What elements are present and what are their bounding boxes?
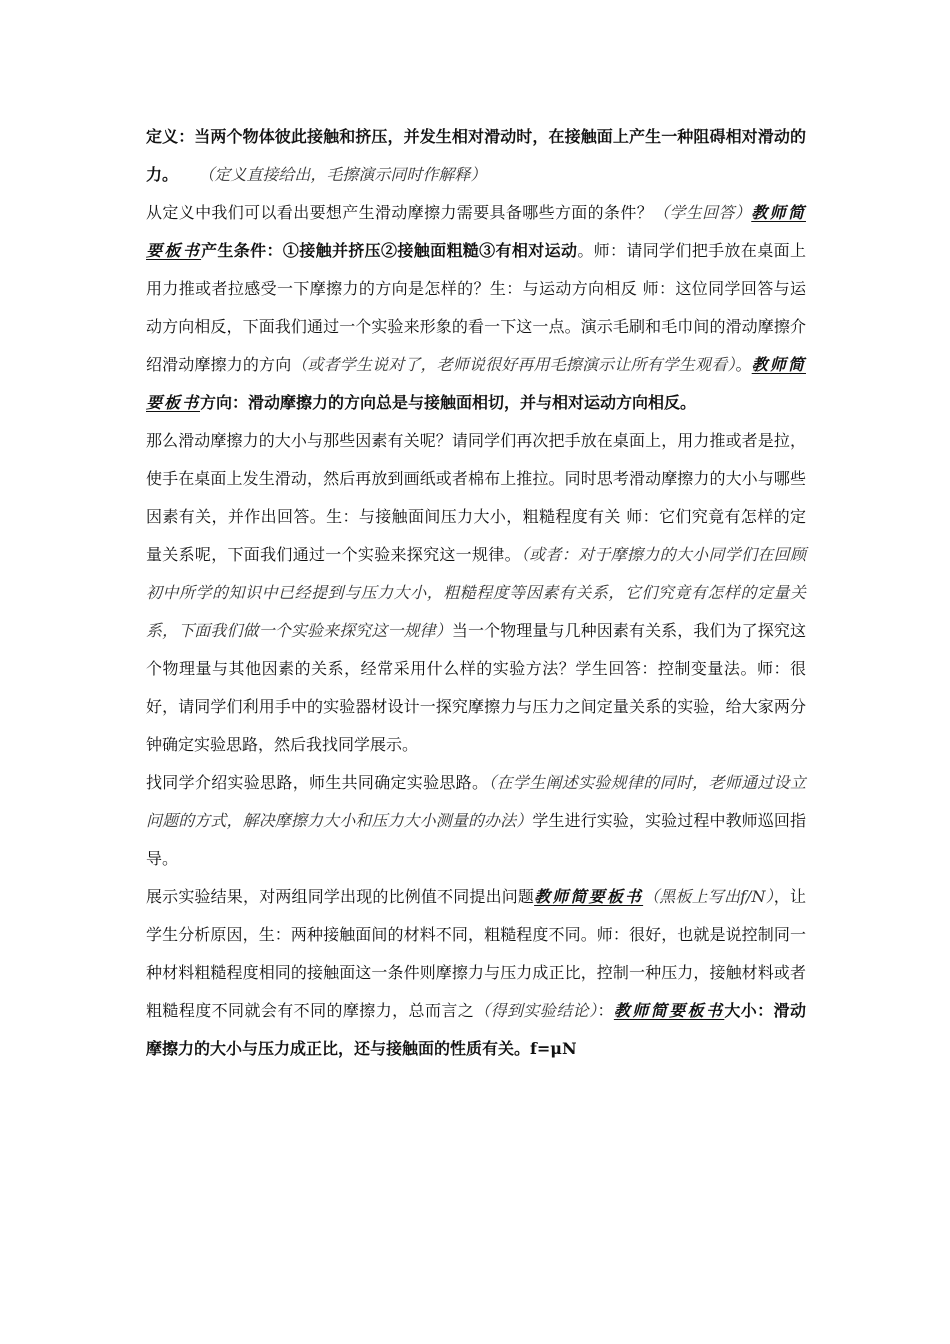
- paragraph-conditions-direction: [146, 194, 806, 422]
- teaching-note: （黑板上写出f/N）: [643, 887, 774, 906]
- teaching-note: （在学生阐述实验规律的同时，老师通过设立问题的方式，解决摩擦力大小和压力大小测量的办法）: [146, 773, 806, 830]
- body-text: 展示实验结果，对两组同学出现的比例值不同提出问题: [146, 887, 535, 906]
- body-text: ：: [597, 1001, 614, 1020]
- teaching-note: （学生回答）: [653, 203, 752, 222]
- body-text: 学生进行实验，实验过程中教师巡回指导。: [146, 811, 806, 868]
- paragraph-experiment-results: [146, 878, 806, 1068]
- blackboard-conditions: 产生条件：①接触并挤压②接触面粗糙③有相对运动: [201, 241, 578, 260]
- blackboard-marker: 教师简要板书: [146, 203, 806, 260]
- blackboard-magnitude: 大小：滑动摩擦力的大小与压力成正比，还与接触面的性质有关。f=μN: [146, 1001, 806, 1058]
- paragraph-definition: [146, 118, 806, 194]
- blackboard-marker: 教师简要板书: [613, 1001, 725, 1020]
- teaching-note: （得到实验结论）: [474, 1001, 598, 1020]
- body-text: 当一个物理量与几种因素有关系，我们为了探究这个物理量与其他因素的关系，经常采用什么样的实验方法？学生回答：控制变量法。师：很好，请同学们利用手中的实验器材设计一探究摩擦力与压力之间定量关系的实验，给大家两分钟确定实验思路，然后我找同学展示。: [146, 621, 806, 754]
- blackboard-marker: 教师简要板书: [534, 887, 644, 906]
- body-text: 那么滑动摩擦力的大小与那些因素有关呢？请同学们再次把手放在桌面上，用力推或者是拉，使手在桌面上发生滑动，然后再放到画纸或者棉布上推拉。同时思考滑动摩擦力的大小与哪些因素有关，并作出回答。生：与接触面间压力大小，粗糙程度有关 师：它们究竟有怎样的定量关系呢，下面我们通过一个实验来探究这一规律。: [146, 431, 806, 564]
- body-text: 从定义中我们可以看出要想产生滑动摩擦力需要具备哪些方面的条件？: [146, 203, 654, 222]
- definition-text: 定义：当两个物体彼此接触和挤压，并发生相对滑动时，在接触面上产生一种阻碍相对滑动的力。: [146, 127, 806, 184]
- paragraph-experiment-design: [146, 764, 806, 878]
- body-text: 。师：请同学们把手放在桌面上用力推或者拉感受一下摩擦力的方向是怎样的？生：与运动方向相反 师：这位同学回答与运动方向相反，下面我们通过一个实验来形象的看一下这一点。演示毛刷和毛巾间的滑动摩擦介绍滑动摩擦力的方向: [146, 241, 806, 374]
- teaching-note: （或者：对于摩擦力的大小同学们在回顾初中所学的知识中已经提到与压力大小，粗糙程度等因素有关系，它们究竟有怎样的定量关系，下面我们做一个实验来探究这一规律）: [146, 545, 806, 640]
- teaching-note: （定义直接给出，毛擦演示同时作解释）: [198, 165, 487, 184]
- paragraph-magnitude-factors: [146, 422, 806, 764]
- body-text: ，让学生分析原因，生：两种接触面间的材料不同，粗糙程度不同。师：很好，也就是说控制同一种材料粗糙程度相同的接触面这一条件则摩擦力与压力成正比，控制一种压力，接触材料或者粗糙程度不同就会有不同的摩擦力，总而言之: [146, 887, 806, 1020]
- body-text: 。: [735, 355, 752, 374]
- teaching-note: （或者学生说对了，老师说很好再用毛擦演示让所有学生观看）: [291, 355, 736, 374]
- document-page: [146, 118, 806, 1068]
- body-text: 找同学介绍实验思路，师生共同确定实验思路。: [146, 773, 489, 792]
- blackboard-marker: 教师简要板书: [146, 355, 806, 412]
- blackboard-direction: 方向：滑动摩擦力的方向总是与接触面相切，并与相对运动方向相反。: [200, 393, 697, 412]
